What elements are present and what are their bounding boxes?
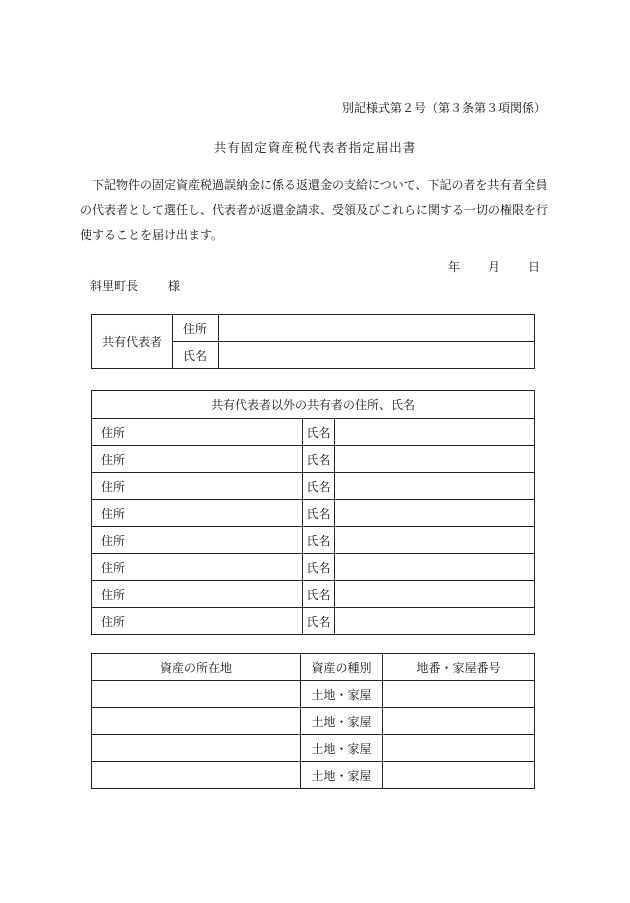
- co-owner-name-label: 氏名: [303, 500, 335, 527]
- co-owners-table: [91, 390, 535, 635]
- co-owner-name-field[interactable]: [335, 527, 535, 554]
- addressee-name: 斜里町長: [90, 279, 139, 293]
- representative-address-field[interactable]: [219, 315, 535, 342]
- co-owner-address-label: 住所: [101, 506, 126, 521]
- assets-table: [91, 653, 535, 789]
- table-row: [92, 473, 535, 500]
- co-owner-address-label: 住所: [101, 452, 126, 467]
- asset-location-field[interactable]: [92, 681, 301, 708]
- co-owner-address-label: 住所: [101, 425, 126, 440]
- co-owner-address-label: 住所: [101, 614, 126, 629]
- addressee-honorific: 様: [168, 279, 181, 293]
- date-day-label: 日: [527, 260, 540, 274]
- co-owner-address-field[interactable]: [92, 500, 303, 527]
- asset-kind-label: 土地・家屋: [301, 762, 383, 789]
- representative-label: 共有代表者: [92, 315, 173, 369]
- asset-lot-number-field[interactable]: [383, 762, 535, 789]
- co-owner-name-field[interactable]: [335, 473, 535, 500]
- co-owner-name-field[interactable]: [335, 446, 535, 473]
- form-number: 別記様式第２号（第３条第３項関係）: [341, 101, 546, 115]
- intro-paragraph: [80, 173, 552, 248]
- co-owner-address-field[interactable]: [92, 473, 303, 500]
- co-owner-name-label: 氏名: [303, 446, 335, 473]
- co-owner-name-label: 氏名: [303, 527, 335, 554]
- co-owner-name-field[interactable]: [335, 608, 535, 635]
- table-row: [92, 554, 535, 581]
- intro-text: 下記物件の固定資産税過誤納金に係る返還金の支給について、下記の者を共有者全員の代表者として選任し、代表者が返還金請求、受領及びこれらに関する一切の権限を行使することを届け出ます。: [80, 178, 549, 242]
- asset-location-field[interactable]: [92, 735, 301, 762]
- co-owner-address-field[interactable]: [92, 608, 303, 635]
- co-owner-name-label: 氏名: [303, 554, 335, 581]
- table-row: [92, 762, 535, 789]
- table-row: [92, 527, 535, 554]
- co-owner-address-field[interactable]: [92, 581, 303, 608]
- table-row: [92, 608, 535, 635]
- co-owners-header: 共有代表者以外の共有者の住所、氏名: [92, 391, 535, 419]
- asset-kind-label: 土地・家屋: [301, 735, 383, 762]
- table-row: [92, 581, 535, 608]
- co-owner-address-label: 住所: [101, 533, 126, 548]
- table-row: [92, 708, 535, 735]
- representative-name-label: 氏名: [173, 342, 219, 369]
- asset-lot-number-field[interactable]: [383, 681, 535, 708]
- date-line: [448, 258, 540, 275]
- co-owner-address-field[interactable]: [92, 419, 303, 446]
- assets-kind-header: 資産の種別: [301, 654, 383, 681]
- addressee: [90, 277, 180, 294]
- table-row: [92, 419, 535, 446]
- co-owner-address-label: 住所: [101, 587, 126, 602]
- co-owner-name-field[interactable]: [335, 500, 535, 527]
- co-owner-address-field[interactable]: [92, 527, 303, 554]
- asset-kind-label: 土地・家屋: [301, 681, 383, 708]
- assets-lot-number-header: 地番・家屋番号: [383, 654, 535, 681]
- co-owner-name-label: 氏名: [303, 473, 335, 500]
- co-owner-name-field[interactable]: [335, 554, 535, 581]
- date-month-label: 月: [487, 260, 500, 274]
- co-owner-name-label: 氏名: [303, 608, 335, 635]
- co-owner-name-field[interactable]: [335, 419, 535, 446]
- asset-lot-number-field[interactable]: [383, 708, 535, 735]
- co-owner-address-field[interactable]: [92, 446, 303, 473]
- co-owner-name-label: 氏名: [303, 581, 335, 608]
- co-owner-name-label: 氏名: [303, 419, 335, 446]
- assets-location-header: 資産の所在地: [92, 654, 301, 681]
- co-owner-address-label: 住所: [101, 560, 126, 575]
- representative-name-field[interactable]: [219, 342, 535, 369]
- co-owner-address-label: 住所: [101, 479, 126, 494]
- representative-table: [91, 314, 535, 369]
- representative-address-label: 住所: [173, 315, 219, 342]
- asset-location-field[interactable]: [92, 762, 301, 789]
- asset-lot-number-field[interactable]: [383, 735, 535, 762]
- document-title: 共有固定資産税代表者指定届出書: [213, 140, 417, 155]
- table-row: [92, 681, 535, 708]
- co-owner-name-field[interactable]: [335, 581, 535, 608]
- date-year-label: 年: [447, 260, 460, 274]
- asset-kind-label: 土地・家屋: [301, 708, 383, 735]
- asset-location-field[interactable]: [92, 708, 301, 735]
- table-row: [92, 446, 535, 473]
- table-row: [92, 735, 535, 762]
- table-row: [92, 500, 535, 527]
- co-owner-address-field[interactable]: [92, 554, 303, 581]
